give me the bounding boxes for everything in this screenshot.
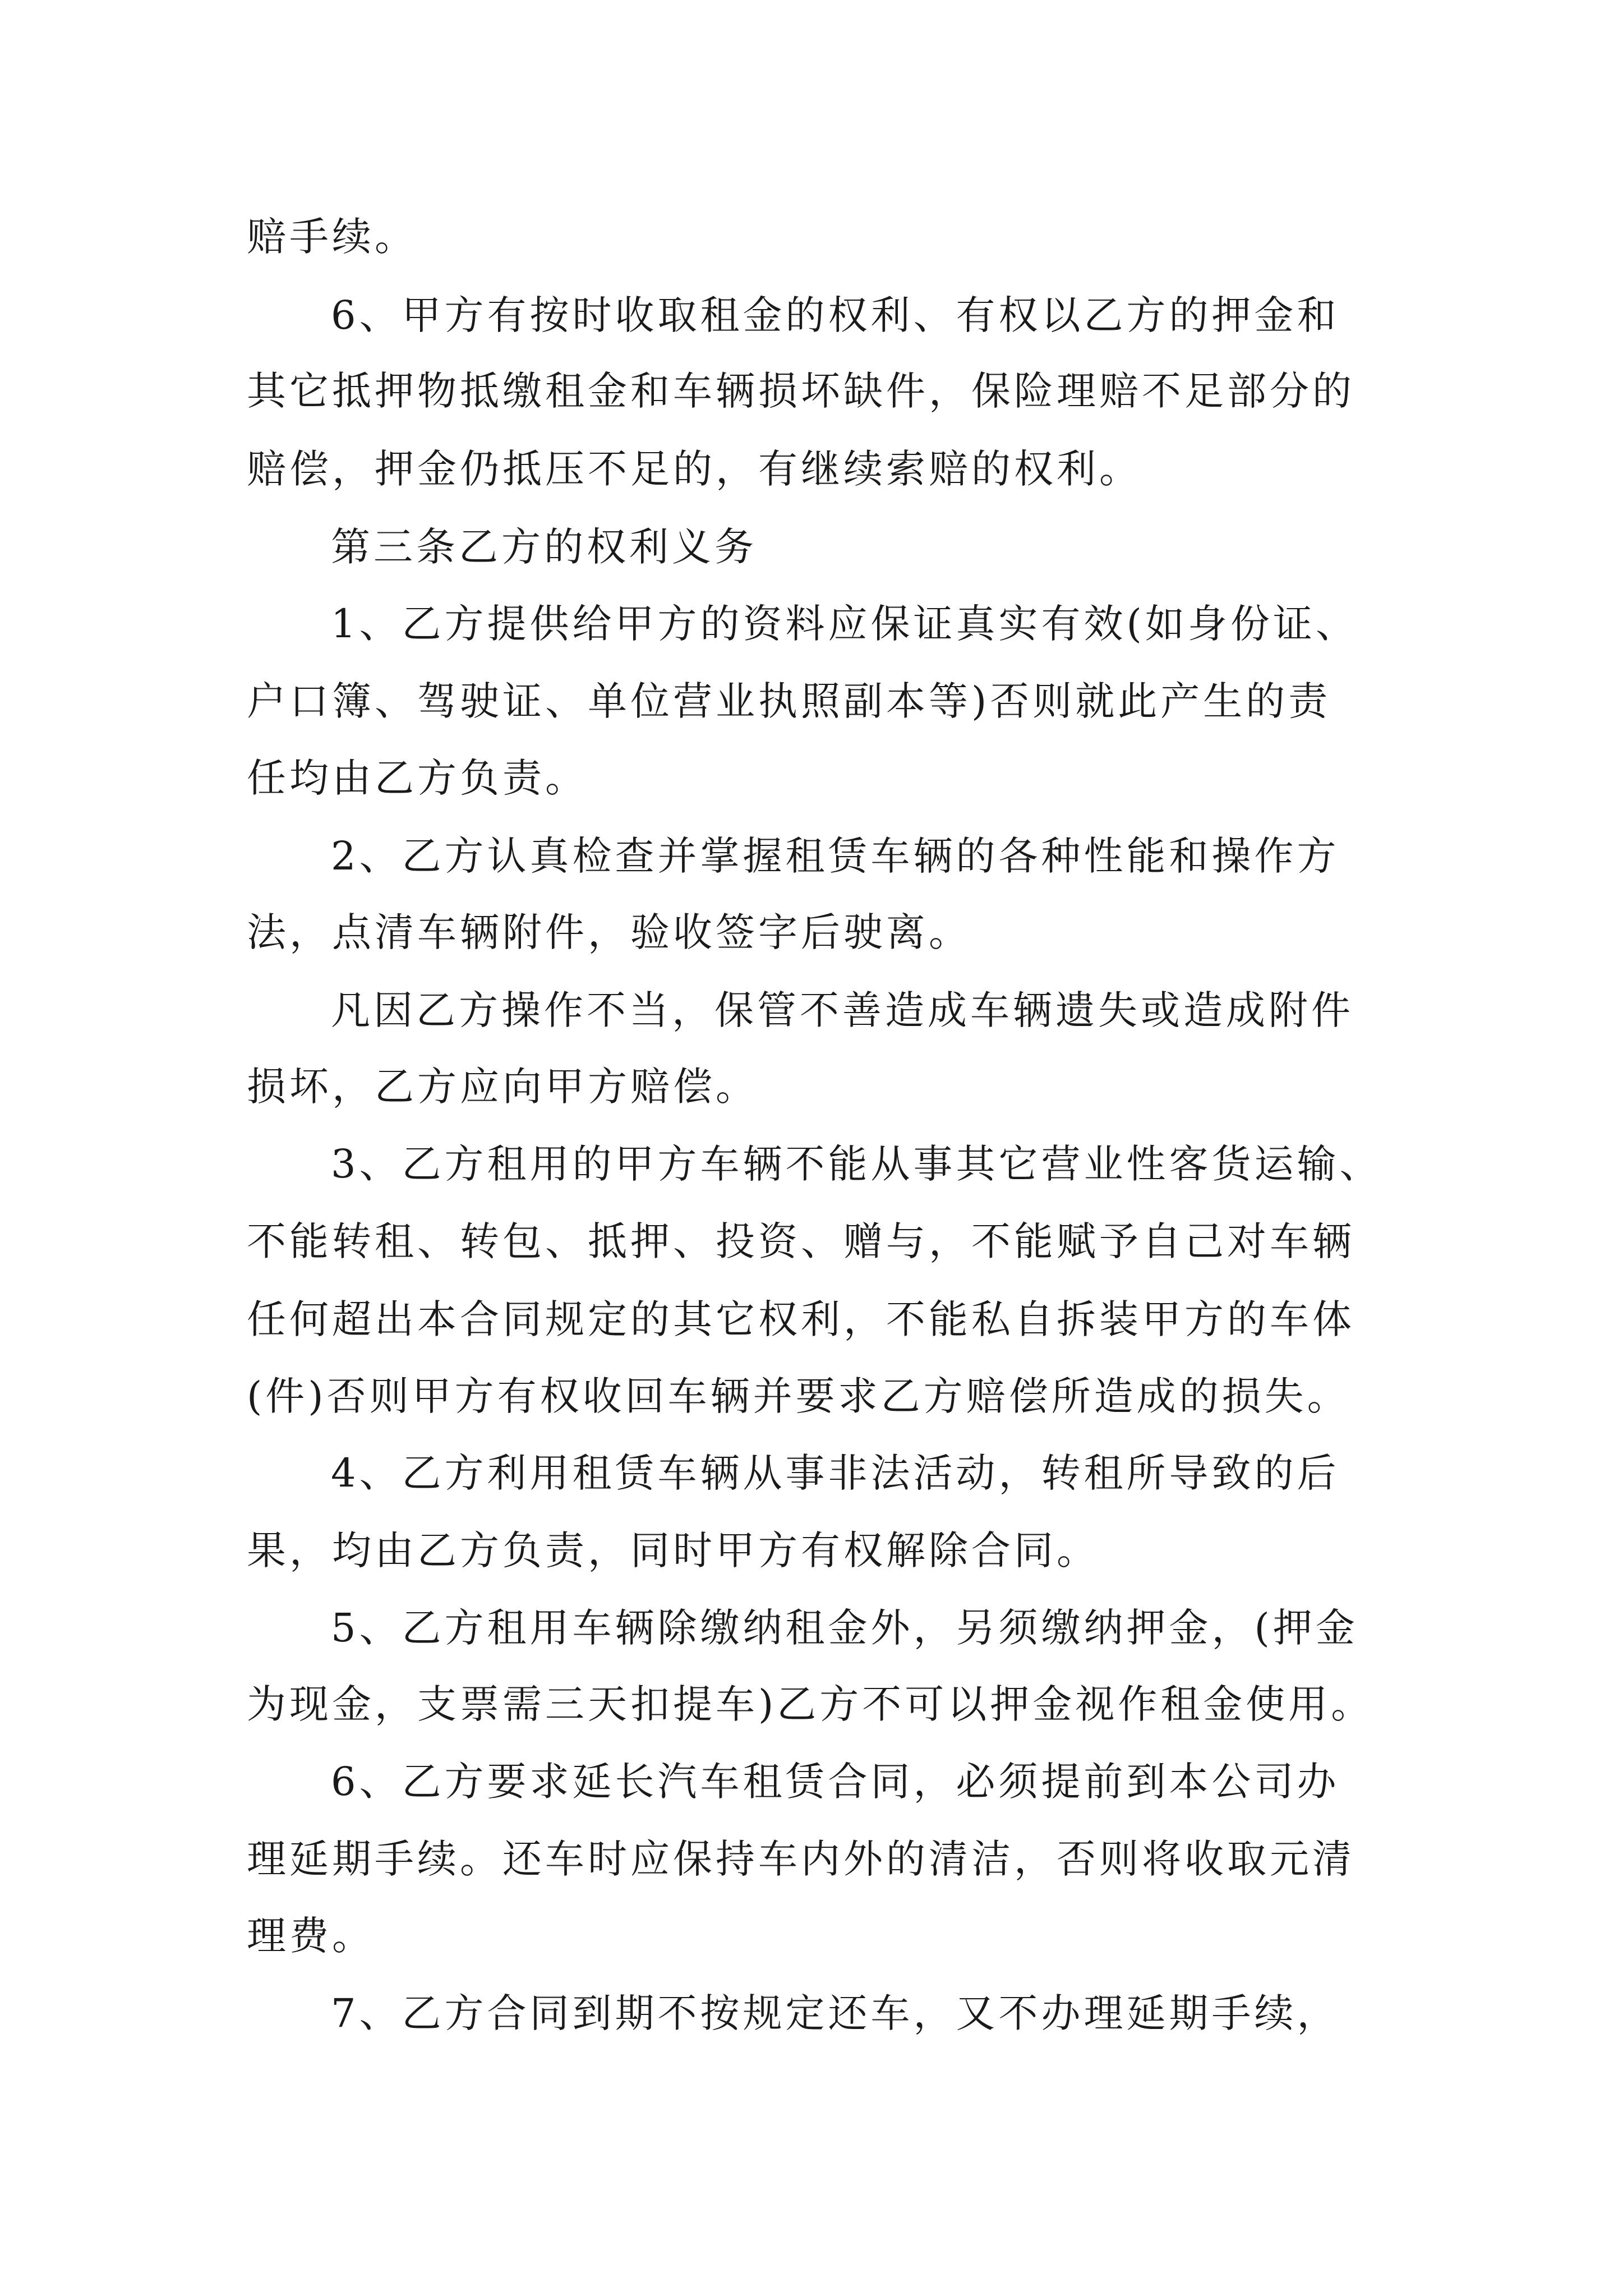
text-line: 理延期手续。还车时应保持车内外的清洁，否则将收取元清 <box>247 1836 1355 1882</box>
text-line: 任均由乙方负责。 <box>247 755 588 801</box>
text-line: 法，点清车辆附件，验收签字后驶离。 <box>247 909 971 955</box>
text-line: (件)否则甲方有权收回车辆并要求乙方赔偿所造成的损失。 <box>247 1373 1350 1419</box>
text-line: 2、乙方认真检查并掌握租赁车辆的各种性能和操作方 <box>331 833 1340 879</box>
text-line: 果，均由乙方负责，同时甲方有权解除合同。 <box>247 1527 1099 1573</box>
text-line: 赔偿，押金仍抵压不足的，有继续索赔的权利。 <box>247 446 1142 492</box>
text-line: 5、乙方租用车辆除缴纳租金外，另须缴纳押金，(押金 <box>331 1605 1358 1651</box>
text-line: 损坏，乙方应向甲方赔偿。 <box>247 1064 758 1110</box>
text-line: 凡因乙方操作不当，保管不善造成车辆遗失或造成附件 <box>331 987 1354 1033</box>
text-line: 1、乙方提供给甲方的资料应保证真实有效(如身份证、 <box>331 601 1358 647</box>
text-line: 赔手续。 <box>247 214 417 260</box>
text-line: 任何超出本合同规定的其它权利，不能私自拆装甲方的车体 <box>247 1296 1355 1342</box>
text-line: 7、乙方合同到期不按规定还车，又不办理延期手续， <box>331 1990 1340 2036</box>
section-heading: 第三条乙方的权利义务 <box>331 524 757 570</box>
text-line: 3、乙方租用的甲方车辆不能从事其它营业性客货运输、 <box>331 1141 1382 1187</box>
text-line: 4、乙方利用租赁车辆从事非法活动，转租所导致的后 <box>331 1450 1340 1496</box>
text-line: 不能转租、转包、抵押、投资、赠与，不能赋予自己对车辆 <box>247 1218 1355 1264</box>
text-line: 6、甲方有按时收取租金的权利、有权以乙方的押金和 <box>331 292 1340 338</box>
text-line: 其它抵押物抵缴租金和车辆损坏缺件，保险理赔不足部分的 <box>247 368 1355 414</box>
text-line: 户口簿、驾驶证、单位营业执照副本等)否则就此产生的责 <box>247 678 1331 724</box>
text-line: 为现金，支票需三天扣提车)乙方不可以押金视作租金使用。 <box>247 1681 1374 1727</box>
text-line: 6、乙方要求延长汽车租赁合同，必须提前到本公司办 <box>331 1759 1340 1805</box>
text-line: 理费。 <box>247 1913 375 1959</box>
